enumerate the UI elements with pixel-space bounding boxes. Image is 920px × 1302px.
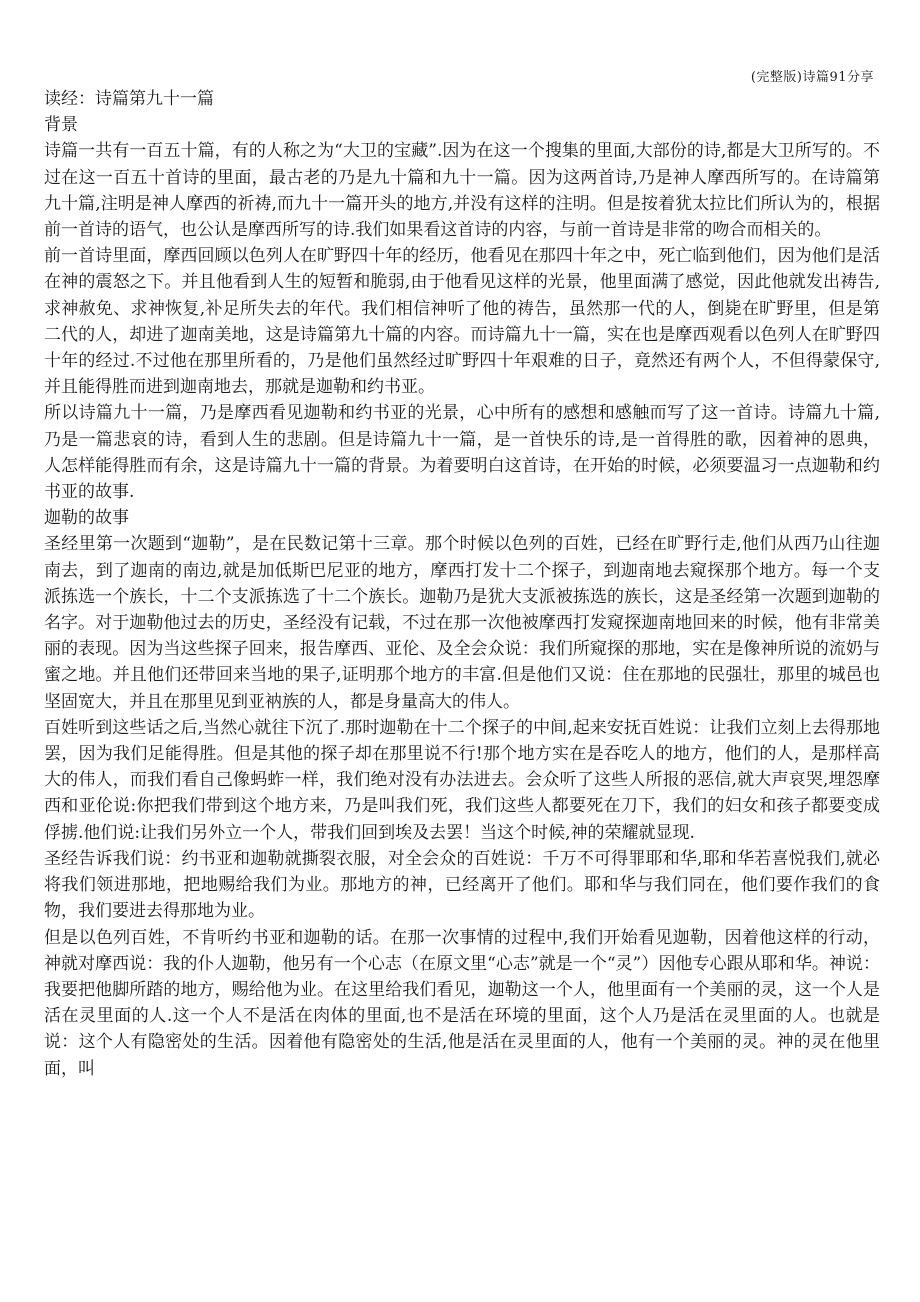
page-header: (完整版)诗篇91分享 [750,70,874,85]
paragraph: 前一首诗里面，摩西回顾以色列人在旷野四十年的经历，他看见在那四十年之中，死亡临到他们，因为他们是活在神的震怒之下。并且他看到人生的短暂和脆弱,由于他看见这样的光景，他里面满了感觉，因此他就发出祷告,求神赦免、求神恢复,补足所失去的年代。我们相信神听了他的祷告，虽然那一代的人，倒毙在旷野里，但是第二代的人，却进了迦南美地，这是诗篇第九十篇的内容。而诗篇九十一篇，实在也是摩西观看以色列人在旷野四十年的经过.不过他在那里所看的，乃是他们虽然经过旷野四十年艰难的日子，竟然还有两个人，不但得蒙保守,并且能得胜而进到迦南地去，那就是迦勒和约书亚。 [44,246,880,398]
paragraph: 诗篇一共有一百五十篇，有的人称之为“大卫的宝藏”.因为在这一个搜集的里面,大部份的诗,都是大卫所写的。不过在这一百五十首诗的里面，最古老的乃是九十篇和九十一篇。因为这两首诗,乃是神人摩西所写的。在诗篇第九十篇,注明是神人摩西的祈祷,而九十一篇开头的地方,并没有这样的注明。但是按着犹太拉比们所认为的，根据前一首诗的语气，也公认是摩西所写的诗.我们如果看这首诗的内容，与前一首诗是非常的吻合而相关的。 [44,141,880,241]
paragraph: 圣经告诉我们说：约书亚和迦勒就撕裂衣服，对全会众的百姓说：千万不可得罪耶和华,耶和华若喜悦我们,就必将我们领进那地，把地赐给我们为业。那地方的神，已经离开了他们。耶和华与我们同在，他们要作我们的食物，我们要进去得那地为业。 [44,848,880,922]
paragraph: 百姓听到这些话之后,当然心就往下沉了.那时迦勒在十二个探子的中间,起来安抚百姓说：让我们立刻上去得那地罢，因为我们足能得胜。但是其他的探子却在那里说不行!那个地方实在是吞吃人的地方，他们的人，是那样高大的伟人，而我们看自己像蚂蚱一样，我们绝对没有办法进去。会众听了这些人所报的恶信,就大声哀哭,埋怨摩西和亚伦说:你把我们带到这个地方来，乃是叫我们死，我们这些人都要死在刀下，我们的妇女和孩子都要变成俘掳.他们说:让我们另外立一个人，带我们回到埃及去罢！当这个时候,神的荣耀就显现. [44,717,880,843]
document-body [44,86,880,1082]
section-heading-caleb-story: 迦勒的故事 [44,508,129,529]
document-title: 读经：诗篇第九十一篇 [44,89,214,109]
paragraph: 所以诗篇九十一篇，乃是摩西看见迦勒和约书亚的光景，心中所有的感想和感触而写了这一首诗。诗篇九十篇,乃是一篇悲哀的诗，看到人生的悲剧。但是诗篇九十一篇，是一首快乐的诗,是一首得胜的歌，因着神的恩典，人怎样能得胜而有余，这是诗篇九十一篇的背景。为着要明白这首诗，在开始的时候，必须要温习一点迦勒和约书亚的故事. [44,403,880,503]
paragraph: 但是以色列百姓，不肯听约书亚和迦勒的话。在那一次事情的过程中,我们开始看见迦勒，因着他这样的行动，神就对摩西说：我的仆人迦勒，他另有一个心志（在原文里“心志”就是一个“灵”）因他专心跟从耶和华。神说：我要把他脚所踏的地方，赐给他为业。在这里给我们看见，迦勒这一个人，他里面有一个美丽的灵，这一个人是活在灵里面的人.这一个人不是活在肉体的里面,也不是活在环境的里面，这个人乃是活在灵里面的人。也就是说：这个人有隐密处的生活。因着他有隐密处的生活,他是活在灵里面的人，他有一个美丽的灵。神的灵在他里面，叫 [44,927,880,1079]
section-heading-background: 背景 [44,115,78,136]
paragraph: 圣经里第一次题到“迦勒”，是在民数记第十三章。那个时候以色列的百姓，已经在旷野行走,他们从西乃山往迦南去，到了迦南的南边,就是加低斯巴尼亚的地方，摩西打发十二个探子，到迦南地去窥探那个地方。每一个支派拣选一个族长，十二个支派拣选了十二个族长。迦勒乃是犹大支派被拣选的族长，这是圣经第一次题到迦勒的名字。对于迦勒他过去的历史，圣经没有记载，不过在那一次他被摩西打发窥探迦南地回来的时候，他有非常美丽的表现。因为当这些探子回来，报告摩西、亚伦、及全会众说：我们所窥探的那地，实在是像神所说的流奶与蜜之地。并且他们还带回来当地的果子,证明那个地方的丰富.但是他们又说：住在那地的民强壮，那里的城邑也坚固宽大，并且在那里见到亚衲族的人，都是身量高大的伟人。 [44,534,880,712]
